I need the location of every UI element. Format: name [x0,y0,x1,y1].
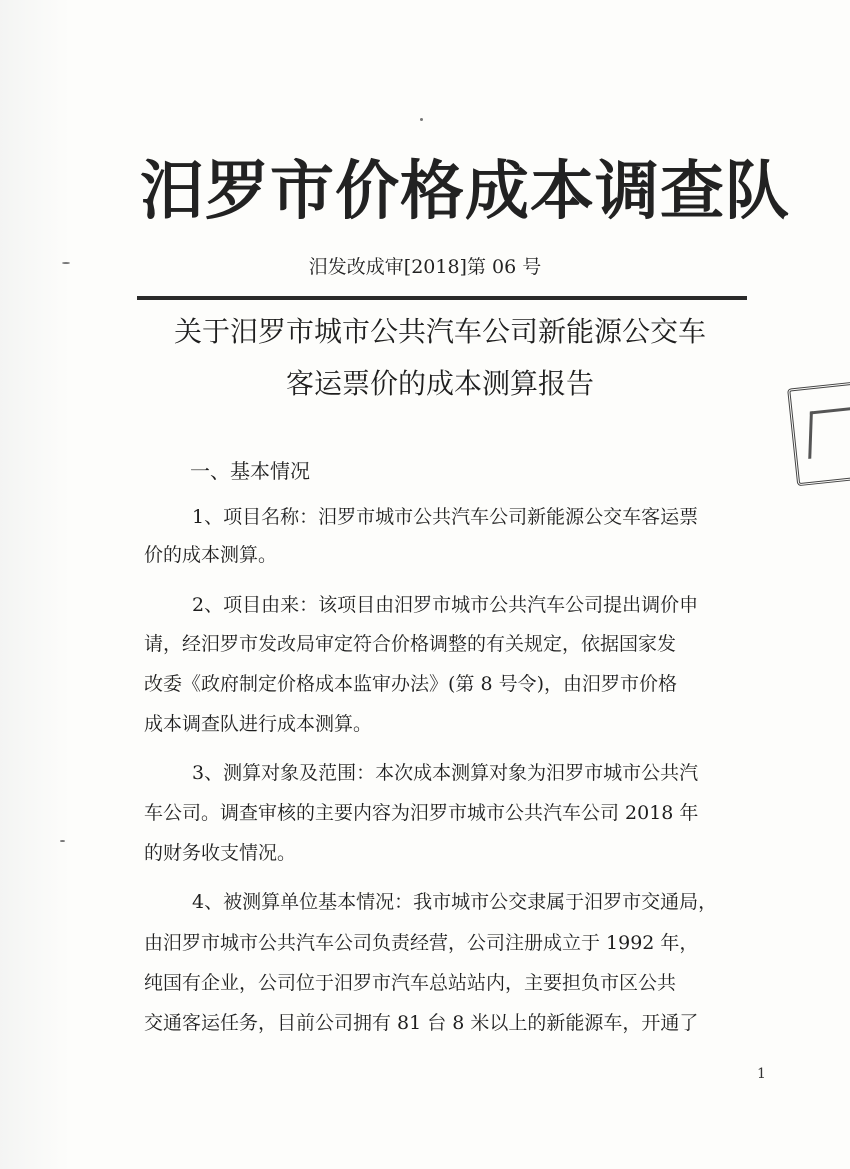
paragraph-3-line-3: 的财务收支情况。 [144,842,297,864]
paragraph-4-line-3: 纯国有企业，公司位于汨罗市汽车总站站内，主要担负市区公共 [144,972,677,994]
paragraph-4-line-2: 由汨罗市城市公共汽车公司负责经营，公司注册成立于 1992 年， [144,932,699,954]
section-heading: 一、基本情况 [190,459,310,483]
paragraph-1-line-1: 1、项目名称：汨罗市城市公共汽车公司新能源公交车客运票 [192,506,699,528]
seal-stamp-mark [808,407,850,459]
paragraph-2-line-4: 成本调查队进行成本测算。 [144,713,373,735]
paragraph-1-line-2: 价的成本测算。 [144,544,278,566]
paragraph-2-line-3: 改委《政府制定价格成本监审办法》(第 8 号令)，由汨罗市价格 [144,673,677,695]
paragraph-4-line-1: 4、被测算单位基本情况：我市城市公交隶属于汨罗市交通局， [192,891,718,913]
paragraph-3-line-1: 3、测算对象及范围：本次成本测算对象为汨罗市城市公共汽 [192,762,699,784]
paragraph-4-line-4: 交通客运任务，目前公司拥有 81 台 8 米以上的新能源车，开通了 [144,1012,699,1034]
document-number: 汨发改成审[2018]第 06 号 [308,256,542,278]
scan-speck [60,840,65,842]
page-number: 1 [757,1066,766,1082]
paragraph-2-line-2: 请，经汨罗市发改局审定符合价格调整的有关规定，依据国家发 [144,633,677,655]
scan-speck [62,262,70,264]
header-divider [137,296,747,300]
organization-title: 汨罗市价格成本调查队 [140,154,790,229]
paragraph-2-line-1: 2、项目由来：该项目由汨罗市城市公共汽车公司提出调价申 [192,594,699,616]
scan-speck [420,118,423,121]
scan-shadow [0,0,70,1169]
report-title-line-1: 关于汨罗市城市公共汽车公司新能源公交车 [173,315,706,348]
seal-stamp [787,380,850,486]
paragraph-3-line-2: 车公司。调查审核的主要内容为汨罗市城市公共汽车公司 2018 年 [144,802,699,824]
report-title-line-2: 客运票价的成本测算报告 [285,367,594,400]
